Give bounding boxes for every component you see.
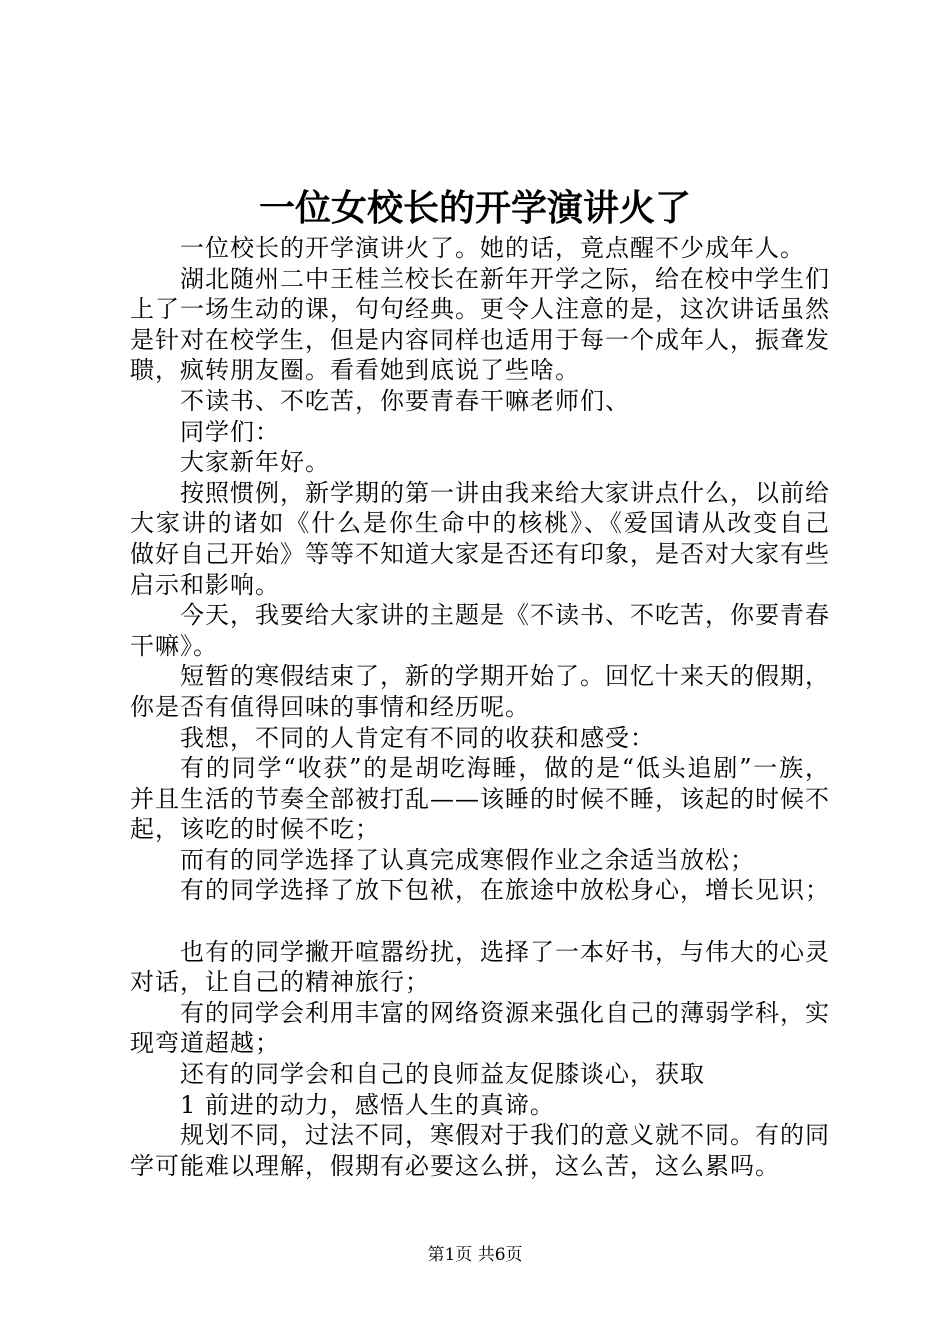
paragraph: 一位校长的开学演讲火了。她的话，竟点醒不少成年人。 [180, 234, 805, 262]
paragraph: 规划不同，过法不同，寒假对于我们的意义就不同。有的同学可能难以理解，假期有必要这么拼，这么苦，这么累吗。 [130, 1121, 830, 1180]
paragraph: 还有的同学会和自己的良师益友促膝谈心，获取 [180, 1060, 705, 1089]
blank-line [130, 906, 830, 937]
page-number-footer: 第1页 共6页 [427, 1245, 523, 1265]
document-body [130, 233, 830, 1181]
paragraph: 按照惯例，新学期的第一讲由我来给大家讲点什么，以前给大家讲的诸如《什么是你生命中的核桃》、《爱国请从改变自己做好自己开始》等等不知道大家是否还有印象，是否对大家有些启示和影响。 [130, 478, 830, 599]
paragraph: 有的同学会利用丰富的网络资源来强化自己的薄弱学科，实现弯道超越； [130, 998, 830, 1058]
paragraph: 同学们： [180, 417, 280, 446]
paragraph: 有的同学“收获”的是胡吃海睡，做的是“低头追剧”一族，并且生活的节奏全部被打乱——该睡的时候不睡，该起的时候不起，该吃的时候不吃； [130, 754, 830, 844]
paragraph: 今天，我要给大家讲的主题是《不读书、不吃苦，你要青春干嘛》。 [130, 601, 830, 660]
paragraph: 也有的同学撇开喧嚣纷扰，选择了一本好书，与伟大的心灵对话，让自己的精神旅行； [130, 937, 830, 997]
paragraph: 我想，不同的人肯定有不同的收获和感受： [180, 723, 655, 752]
paragraph: 有的同学选择了放下包袱，在旅途中放松身心，增长见识； [180, 876, 830, 905]
paragraph: 短暂的寒假结束了，新的学期开始了。回忆十来天的假期，你是否有值得回味的事情和经历呢。 [130, 662, 830, 721]
document-title: 一位女校长的开学演讲火了 [258, 187, 691, 229]
paragraph: 1 前进的动力，感悟人生的真谛。 [180, 1090, 555, 1119]
paragraph: 而有的同学选择了认真完成寒假作业之余适当放松； [180, 845, 755, 874]
paragraph: 大家新年好。 [180, 448, 330, 477]
paragraph: 不读书、不吃苦，你要青春干嘛老师们、 [180, 386, 630, 415]
paragraph: 湖北随州二中王桂兰校长在新年开学之际，给在校中学生们上了一场生动的课，句句经典。更令人注意的是，这次讲话虽然是针对在校学生，但是内容同样也适用于每一个成年人，振聋发聩，疯转朋友圈。看看她到底说了些啥。 [130, 264, 830, 385]
